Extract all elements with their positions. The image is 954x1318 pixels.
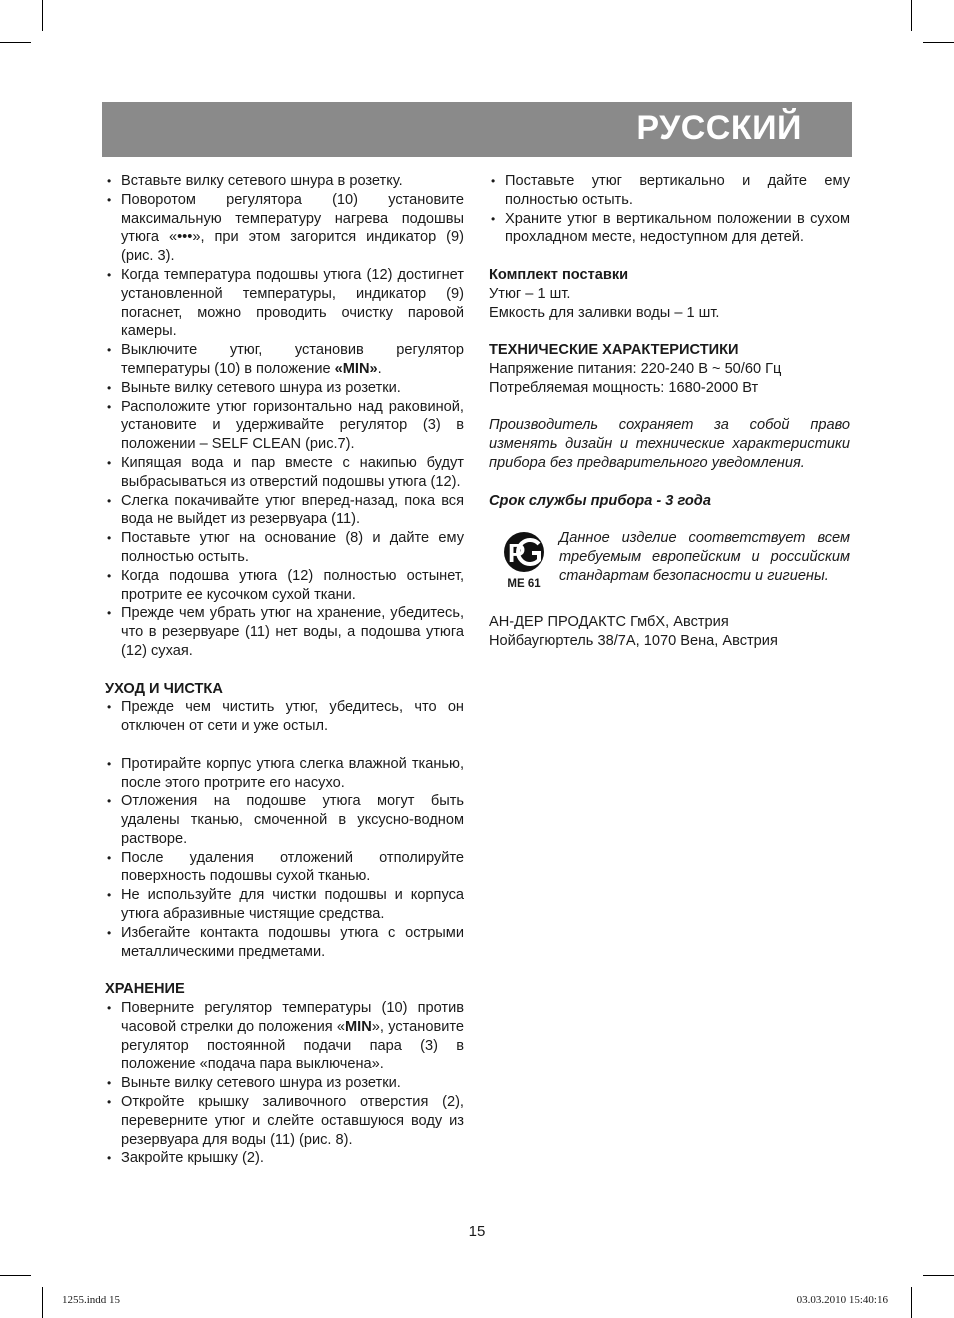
list-item: • Выньте вилку сетевого шнура из розетки. bbox=[105, 379, 464, 398]
spec-voltage: Напряжение питания: 220-240 В ~ 50/60 Гц bbox=[489, 360, 782, 377]
care-list bbox=[105, 698, 464, 961]
list-item bbox=[105, 341, 464, 379]
certification-text: Данное изделие соответствует всем требуемым европейским и российским стандартам безопасности и гигиены. bbox=[559, 530, 850, 584]
crop-mark bbox=[923, 42, 954, 43]
crop-mark bbox=[0, 1275, 31, 1276]
list-item: • Расположите утюг горизонтально над раковиной, установите и удерживайте регулятор (3) в положении – SELF CLEAN (рис.7). bbox=[105, 398, 464, 454]
list-item: • Когда температура подошвы утюга (12) достигнет установленной температуры, индикатор (9) погаснет, можно проводить очистку паровой камеры. bbox=[105, 266, 464, 341]
slug-file: 1255.indd 15 bbox=[62, 1294, 121, 1306]
list-item: • Избегайте контакта подошвы утюга с острыми металлическими предметами. bbox=[105, 924, 464, 962]
manufacturer-address: Нойбаугюртель 38/7А, 1070 Вена, Австрия bbox=[489, 632, 778, 649]
text-segment: Поверните регулятор температуры (10) против часовой стрелки до положения « bbox=[121, 1000, 464, 1035]
text-segment: », установите регулятор постоянной подачи пара (3) в положение «подача пара выключена». bbox=[121, 1018, 464, 1073]
list-item: • После удаления отложений отполируйте поверхность подошвы сухой тканью. bbox=[105, 849, 464, 887]
storage-continued-list bbox=[489, 172, 850, 247]
list-item: • Вставьте вилку сетевого шнура в розетку. bbox=[105, 172, 464, 191]
text-segment: . bbox=[377, 360, 382, 377]
banner-title: РУССКИЙ bbox=[636, 109, 802, 147]
crop-mark bbox=[42, 0, 43, 31]
slug-datetime: 03.03.2010 15:40:16 bbox=[796, 1294, 888, 1306]
certification-mark bbox=[489, 529, 559, 594]
language-banner bbox=[102, 102, 852, 157]
list-item: • Прежде чем убрать утюг на хранение, убедитесь, что в резервуаре (11) нет воды, а подошва утюга (12) сухая. bbox=[105, 604, 464, 660]
care-heading: УХОД И ЧИСТКА bbox=[105, 680, 223, 697]
list-item: • Храните утюг в вертикальном положении в сухом прохладном месте, недоступном для детей. bbox=[489, 210, 850, 248]
list-item: • Закройте крышку (2). bbox=[105, 1149, 464, 1168]
right-column bbox=[489, 172, 850, 650]
min-label: «MIN» bbox=[334, 360, 378, 377]
list-item bbox=[105, 999, 464, 1074]
list-item: • Не используйте для чистки подошвы и корпуса утюга абразивные чистящие средства. bbox=[105, 886, 464, 924]
list-item: • Протирайте корпус утюга слегка влажной тканью, после этого протрите его насухо. bbox=[105, 755, 464, 793]
left-column bbox=[105, 172, 464, 1168]
list-item: • Откройте крышку заливочного отверстия (2), переверните утюг и слейте оставшуюся воду из резервуара для воды (11) (рис. 8). bbox=[105, 1093, 464, 1149]
kit-heading: Комплект поставки bbox=[489, 266, 629, 283]
kit-item: Емкость для заливки воды – 1 шт. bbox=[489, 304, 720, 321]
svg-text:Р: Р bbox=[508, 538, 526, 569]
certification-code: ME 61 bbox=[507, 578, 541, 591]
service-life: Срок службы прибора - 3 года bbox=[489, 492, 711, 509]
manufacturer-name: АН-ДЕР ПРОДАКТС ГмбХ, Австрия bbox=[489, 613, 729, 630]
storage-heading: ХРАНЕНИЕ bbox=[105, 981, 185, 998]
disclaimer: Производитель сохраняет за собой право изменять дизайн и технические характеристики прибора без предварительного уведомления. bbox=[489, 417, 850, 471]
list-item: • Поставьте утюг вертикально и дайте ему полностью остыть. bbox=[489, 172, 850, 210]
list-item: • Прежде чем чистить утюг, убедитесь, что он отключен от сети и уже остыл. bbox=[105, 698, 464, 736]
list-item: • Слегка покачивайте утюг вперед-назад, пока вся вода не выйдет из резервуара (11). bbox=[105, 492, 464, 530]
crop-mark bbox=[923, 1275, 954, 1276]
list-item: • Когда подошва утюга (12) полностью остынет, протрите ее кусочком сухой ткани. bbox=[105, 567, 464, 605]
list-item: • Поворотом регулятора (10) установите максимальную температуру нагрева подошвы утюга «•••», при этом загорится индикатор (9) (рис. 3). bbox=[105, 191, 464, 266]
min-label: MIN bbox=[345, 1018, 372, 1035]
spacer bbox=[489, 594, 850, 613]
list-item: • Кипящая вода и пар вместе с накипью будут выбрасываться из отверстий подошвы утюга (12). bbox=[105, 454, 464, 492]
page-number: 15 bbox=[468, 1223, 486, 1240]
crop-mark bbox=[42, 1287, 43, 1318]
list-item: • Выньте вилку сетевого шнура из розетки. bbox=[105, 1074, 464, 1093]
rst-logo-icon bbox=[499, 531, 549, 573]
specs-heading: ТЕХНИЧЕСКИЕ ХАРАКТЕРИСТИКИ bbox=[489, 342, 739, 359]
spec-power: Потребляемая мощность: 1680-2000 Вт bbox=[489, 379, 759, 396]
crop-mark bbox=[0, 42, 31, 43]
text-segment: Выключите утюг, установив регулятор температуры (10) в положение bbox=[121, 342, 464, 377]
cleaning-steps-list bbox=[105, 172, 464, 661]
storage-list bbox=[105, 999, 464, 1168]
list-item: • Отложения на подошве утюга могут быть удалены тканью, смоченной в уксусно-водном растворе. bbox=[105, 792, 464, 848]
crop-mark bbox=[911, 1287, 912, 1318]
crop-mark bbox=[911, 0, 912, 31]
kit-item: Утюг – 1 шт. bbox=[489, 285, 571, 302]
certification-block bbox=[489, 529, 850, 594]
list-item: • Поставьте утюг на основание (8) и дайте ему полностью остыть. bbox=[105, 529, 464, 567]
